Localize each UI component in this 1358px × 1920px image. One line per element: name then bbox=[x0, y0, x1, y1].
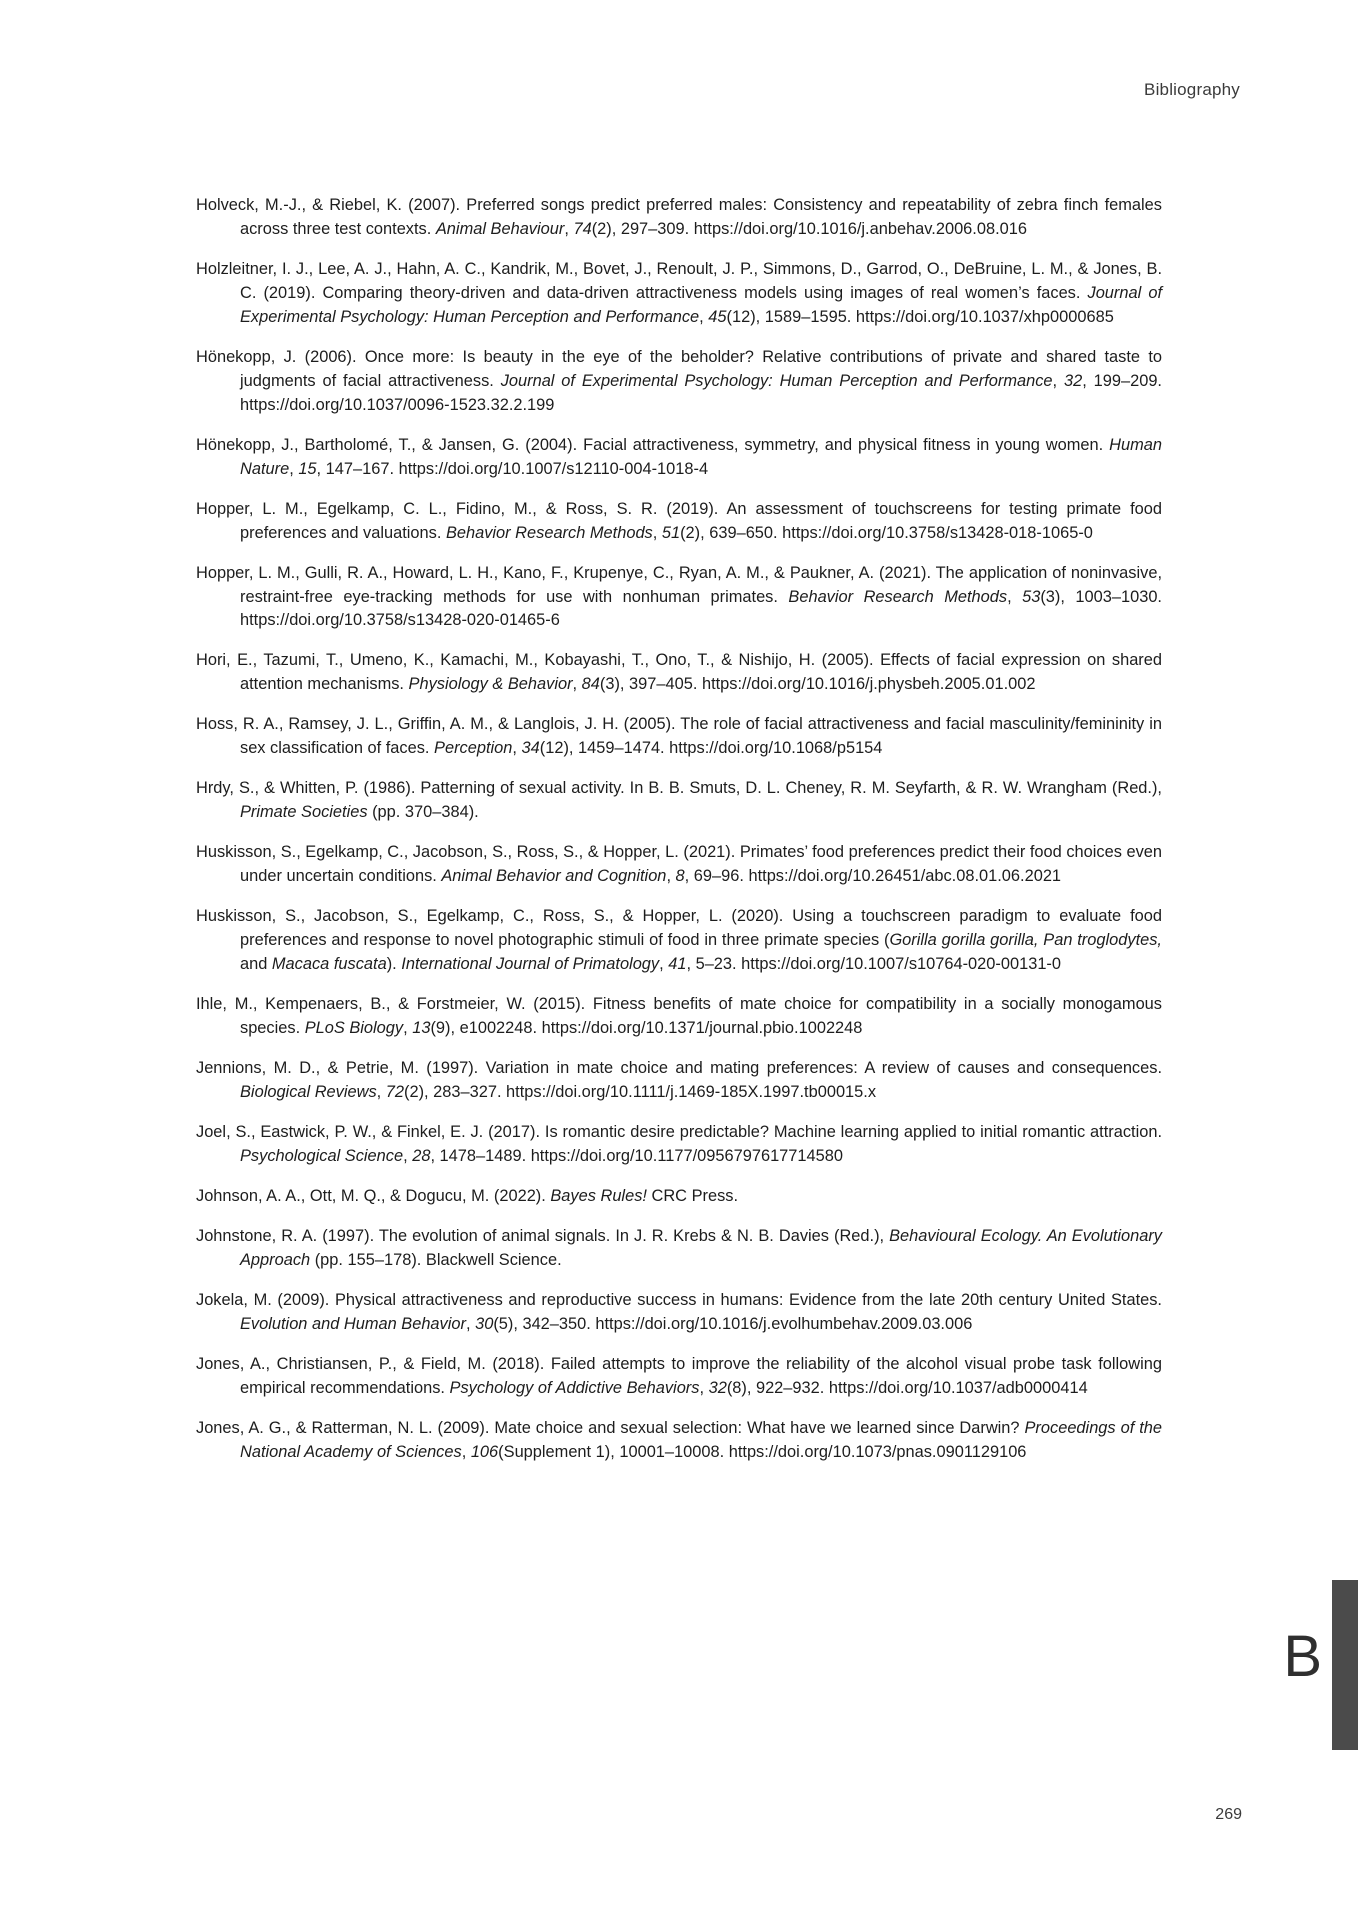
bibliography-entry: Huskisson, S., Jacobson, S., Egelkamp, C., Ross, S., & Hopper, L. (2020). Using a touchscreen paradigm to evaluate food preferences and response to novel photographic stimuli of food in three primate species (Gorilla gorilla gorilla, Pan troglodytes, and Macaca fuscata). International Journal of Primatology, 41, 5–23. https://doi.org/10.1007/s10764-020-00131-0 bbox=[196, 907, 1162, 973]
bibliography-entry: Hopper, L. M., Gulli, R. A., Howard, L. H., Kano, F., Krupenye, C., Ryan, A. M., & Paukner, A. (2021). The application of noninvasive, restraint-free eye-tracking methods for use with nonhuman primates. Behavior Research Methods, 53(3), 1003–1030. https://doi.org/10.3758/s13428-020-01465-6 bbox=[196, 563, 1162, 630]
bibliography-entry: Johnstone, R. A. (1997). The evolution of animal signals. In J. R. Krebs & N. B. Davies (Red.), Behavioural Ecology. An Evolutionary Approach (pp. 155–178). Blackwell Science. bbox=[196, 1227, 1163, 1269]
bibliography-entry: Jones, A., Christiansen, P., & Field, M. (2018). Failed attempts to improve the reliability of the alcohol visual probe task following empirical recommendations. Psychology of Addictive Behaviors, 32(8), 922–932. https://doi.org/10.1037/adb0000414 bbox=[196, 1354, 1162, 1397]
thumb-index-letter: B bbox=[1283, 1624, 1322, 1689]
bibliography-entry: Johnson, A. A., Ott, M. Q., & Dogucu, M. (2022). Bayes Rules! CRC Press. bbox=[196, 1186, 739, 1205]
bibliography-entry: Hori, E., Tazumi, T., Umeno, K., Kamachi, M., Kobayashi, T., Ono, T., & Nishijo, H. (2005). Effects of facial expression on shared attention mechanisms. Physiology & Behavior, 84(3), 397–405. https://doi.org/10.1016/j.physbeh.2005.01.002 bbox=[196, 651, 1162, 694]
bibliography-entry: Hopper, L. M., Egelkamp, C. L., Fidino, M., & Ross, S. R. (2019). An assessment of touchscreens for testing primate food preferences and valuations. Behavior Research Methods, 51(2), 639–650. https://doi.org/10.3758/s13428-018-1065-0 bbox=[196, 499, 1162, 542]
bibliography-entry: Ihle, M., Kempenaers, B., & Forstmeier, W. (2015). Fitness benefits of mate choice for compatibility in a socially monogamous species. PLoS Biology, 13(9), e1002248. https://doi.org/10.1371/journal.pbio.1002248 bbox=[196, 995, 1162, 1037]
bibliography-entry: Hönekopp, J., Bartholomé, T., & Jansen, G. (2004). Facial attractiveness, symmetry, and physical fitness in young women. Human Nature, 15, 147–167. https://doi.org/10.1007/s12110-004-1018-4 bbox=[196, 435, 1162, 478]
bibliography-entry: Joel, S., Eastwick, P. W., & Finkel, E. J. (2017). Is romantic desire predictable? Machine learning applied to initial romantic attraction. Psychological Science, 28, 1478–1489. https://doi.org/10.1177/0956797617714580 bbox=[196, 1122, 1162, 1165]
page-number: 269 bbox=[1215, 1806, 1242, 1823]
bibliography-entry: Huskisson, S., Egelkamp, C., Jacobson, S., Ross, S., & Hopper, L. (2021). Primates’ food preferences predict their food choices even under uncertain conditions. Animal Behavior and Cognition, 8, 69–96. https://doi.org/10.26451/abc.08.01.06.2021 bbox=[196, 843, 1162, 886]
running-head: Bibliography bbox=[1144, 80, 1240, 99]
bibliography-entry: Hoss, R. A., Ramsey, J. L., Griffin, A. M., & Langlois, J. H. (2005). The role of facial attractiveness and facial masculinity/femininity in sex classification of faces. Perception, 34(12), 1459–1474. https://doi.org/10.1068/p5154 bbox=[196, 715, 1162, 758]
bibliography-entry: Hönekopp, J. (2006). Once more: Is beauty in the eye of the beholder? Relative contributions of private and shared taste to judgments of facial attractiveness. Journal of Experimental Psychology: Human Perception and Performance, 32, 199–209. https://doi.org/10.1037/0096-1523.32.2.199 bbox=[196, 348, 1162, 414]
bibliography-entry: Jokela, M. (2009). Physical attractiveness and reproductive success in humans: Evidence from the late 20th century United States. Evolution and Human Behavior, 30(5), 342–350. https://doi.org/10.1016/j.evolhumbehav.2009.03.006 bbox=[196, 1290, 1162, 1333]
bibliography-entry: Hrdy, S., & Whitten, P. (1986). Patterning of sexual activity. In B. B. Smuts, D. L. Cheney, R. M. Seyfarth, & R. W. Wrangham (Red.), Primate Societies (pp. 370–384). bbox=[196, 779, 1162, 822]
bibliography-entry: Holzleitner, I. J., Lee, A. J., Hahn, A. C., Kandrik, M., Bovet, J., Renoult, J. P., Simmons, D., Garrod, O., DeBruine, L. M., & Jones, B. C. (2019). Comparing theory-driven and data-driven attractiveness models using images of real women’s faces. Journal of Experimental Psychology: Human Perception and Performance, 45(12), 1589–1595. https://doi.org/10.1037/xhp0000685 bbox=[196, 260, 1162, 326]
bibliography-entry: Jennions, M. D., & Petrie, M. (1997). Variation in mate choice and mating preferences: A review of causes and consequences. Biological Reviews, 72(2), 283–327. https://doi.org/10.1111/j.1469-185X.1997.tb00015.x bbox=[196, 1058, 1162, 1101]
thumb-index-tab bbox=[1332, 1580, 1358, 1750]
bibliography-list bbox=[196, 178, 1162, 1464]
bibliography-entry: Jones, A. G., & Ratterman, N. L. (2009). Mate choice and sexual selection: What have we learned since Darwin? Proceedings of the National Academy of Sciences, 106(Supplement 1), 10001–10008. https://doi.org/10.1073/pnas.0901129106 bbox=[196, 1418, 1162, 1461]
bibliography-entry: Holveck, M.-J., & Riebel, K. (2007). Preferred songs predict preferred males: Consistency and repeatability of zebra finch females across three test contexts. Animal Behaviour, 74(2), 297–309. https://doi.org/10.1016/j.anbehav.2006.08.016 bbox=[196, 196, 1162, 239]
